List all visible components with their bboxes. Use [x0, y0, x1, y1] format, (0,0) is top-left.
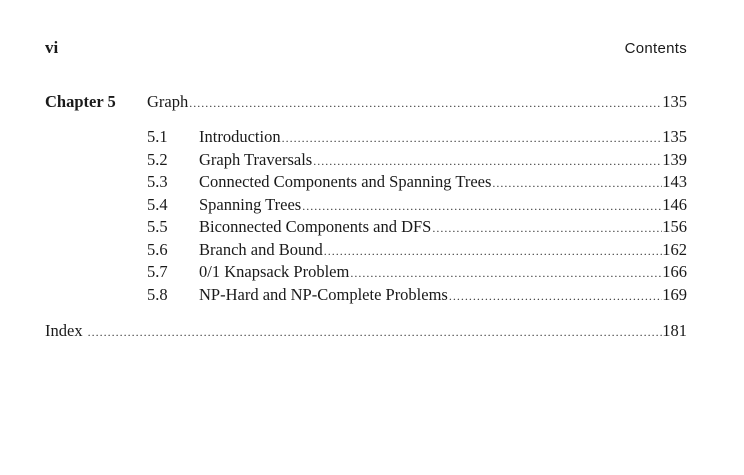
dot-leader — [324, 240, 663, 262]
section-number: 5.7 — [147, 262, 168, 281]
toc-chapter-entry[interactable] — [147, 91, 687, 113]
section-title: Biconnected Components and DFS — [199, 217, 432, 236]
section-title: Connected Components and Spanning Trees — [199, 172, 492, 191]
toc-section-entry[interactable] — [199, 194, 687, 216]
dot-leader — [189, 92, 662, 114]
running-title: Contents — [624, 40, 687, 57]
section-title: Spanning Trees — [199, 194, 302, 214]
toc-index-entry[interactable] — [45, 320, 687, 342]
section-title: 0/1 Knapsack Problem — [199, 262, 350, 281]
dot-leader — [282, 127, 663, 149]
toc-section-entry[interactable] — [199, 171, 687, 193]
chapter-page-number: 135 — [662, 92, 687, 111]
section-number: 5.4 — [147, 194, 168, 214]
section-number: 5.6 — [147, 239, 168, 259]
section-number: 5.1 — [147, 127, 168, 146]
toc-section-entry[interactable] — [199, 149, 687, 171]
section-page-number: 135 — [662, 127, 687, 146]
toc-section-entry[interactable] — [199, 239, 687, 261]
dot-leader — [492, 172, 662, 194]
chapter-title: Graph — [147, 92, 189, 111]
section-page-number: 146 — [662, 194, 687, 214]
section-number: 5.8 — [147, 284, 168, 304]
section-page-number: 162 — [662, 239, 687, 259]
dot-leader — [350, 262, 662, 284]
toc-section-entry[interactable] — [199, 216, 687, 238]
toc-section-entry[interactable] — [199, 284, 687, 306]
section-title: NP-Hard and NP-Complete Problems — [199, 284, 448, 304]
section-page-number: 143 — [662, 172, 687, 191]
section-page-number: 166 — [662, 262, 687, 281]
index-page-number: 181 — [662, 321, 687, 340]
dot-leader — [302, 195, 662, 217]
section-title: Introduction — [199, 127, 281, 146]
dot-leader — [449, 285, 662, 307]
dot-leader — [432, 217, 662, 239]
section-page-number: 169 — [662, 284, 687, 304]
section-title: Branch and Bound — [199, 239, 323, 259]
index-title: Index — [45, 321, 83, 340]
toc-section-entry[interactable] — [199, 261, 687, 283]
section-number: 5.5 — [147, 217, 168, 236]
section-number: 5.2 — [147, 149, 168, 169]
toc-section-entry[interactable] — [199, 126, 687, 148]
section-page-number: 156 — [662, 217, 687, 236]
dot-leader — [84, 321, 663, 343]
dot-leader — [313, 150, 662, 172]
page-folio: vi — [45, 38, 59, 57]
section-title: Graph Traversals — [199, 149, 313, 169]
section-number: 5.3 — [147, 172, 168, 191]
chapter-label: Chapter 5 — [45, 92, 116, 111]
section-page-number: 139 — [662, 149, 687, 169]
running-head — [45, 38, 687, 60]
